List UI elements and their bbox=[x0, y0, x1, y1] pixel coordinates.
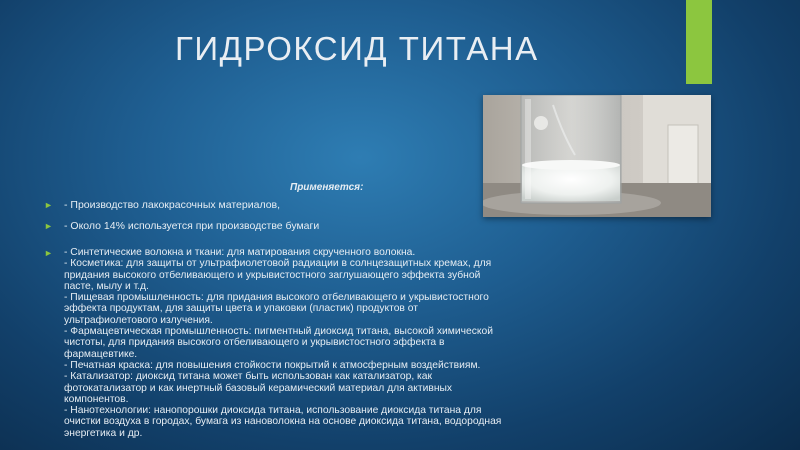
slide-title: ГИДРОКСИД ТИТАНА bbox=[175, 30, 539, 67]
arrow-bullet-icon: ► bbox=[44, 221, 53, 231]
detail-line: - Катализатор: диоксид титана может быть использован как катализатор, как bbox=[64, 371, 433, 383]
detail-line: фармацевтике. bbox=[64, 348, 138, 360]
detail-line: фотокатализатор и как инертный базовый керамический материал для активных bbox=[64, 382, 453, 394]
bullet-item-details bbox=[44, 247, 624, 439]
detail-line: чистоты, для придания высокого отбеливающего и укрывистостного эффекта в bbox=[64, 337, 445, 349]
arrow-bullet-icon: ► bbox=[44, 248, 53, 258]
detail-line: компонентов. bbox=[64, 393, 129, 405]
detail-line: придания высокого отбеливающего и укрывистостного заглушающего эффекта зубной bbox=[64, 269, 481, 281]
bullet-text: - Около 14% используется при производстве бумаги bbox=[64, 220, 320, 232]
detail-line: эффекта продуктам, для защиты цвета и упаковки (пластик) продуктов от bbox=[64, 303, 418, 315]
detail-line: - Косметика: для защиты от ультрафиолетовой радиации в солнцезащитных кремах, для bbox=[64, 258, 492, 270]
arrow-bullet-icon: ► bbox=[44, 200, 53, 210]
detail-line: пасте, мылу и т.д. bbox=[64, 280, 149, 292]
bullet-item bbox=[44, 220, 614, 233]
detail-line: - Пищевая промышленность: для придания высокого отбеливающего и укрывистостного bbox=[64, 292, 489, 304]
accent-bar bbox=[686, 0, 712, 84]
detail-line: - Фармацевтическая промышленность: пигментный диоксид титана, высокой химической bbox=[64, 326, 493, 338]
bullet-item bbox=[44, 199, 614, 212]
detail-line: энергетика и др. bbox=[64, 427, 143, 439]
detail-line: - Печатная краска: для повышения стойкости покрытий к атмосферным воздействиям. bbox=[64, 359, 481, 371]
detail-line: - Нанотехнологии: нанопорошки диоксида титана, использование диоксида титана для bbox=[64, 405, 482, 417]
bullet-list bbox=[44, 199, 614, 439]
detail-line: ультрафиолетового излучения. bbox=[64, 314, 213, 326]
subtitle: Применяется: bbox=[290, 182, 364, 193]
detail-line: - Синтетические волокна и ткани: для матирования скрученного волокна. bbox=[64, 247, 416, 258]
bullet-text: - Производство лакокрасочных материалов, bbox=[64, 199, 281, 211]
detail-line: очистки воздуха в городах, бумага из нановолокна на основе диоксида титана, водородная bbox=[64, 416, 502, 428]
